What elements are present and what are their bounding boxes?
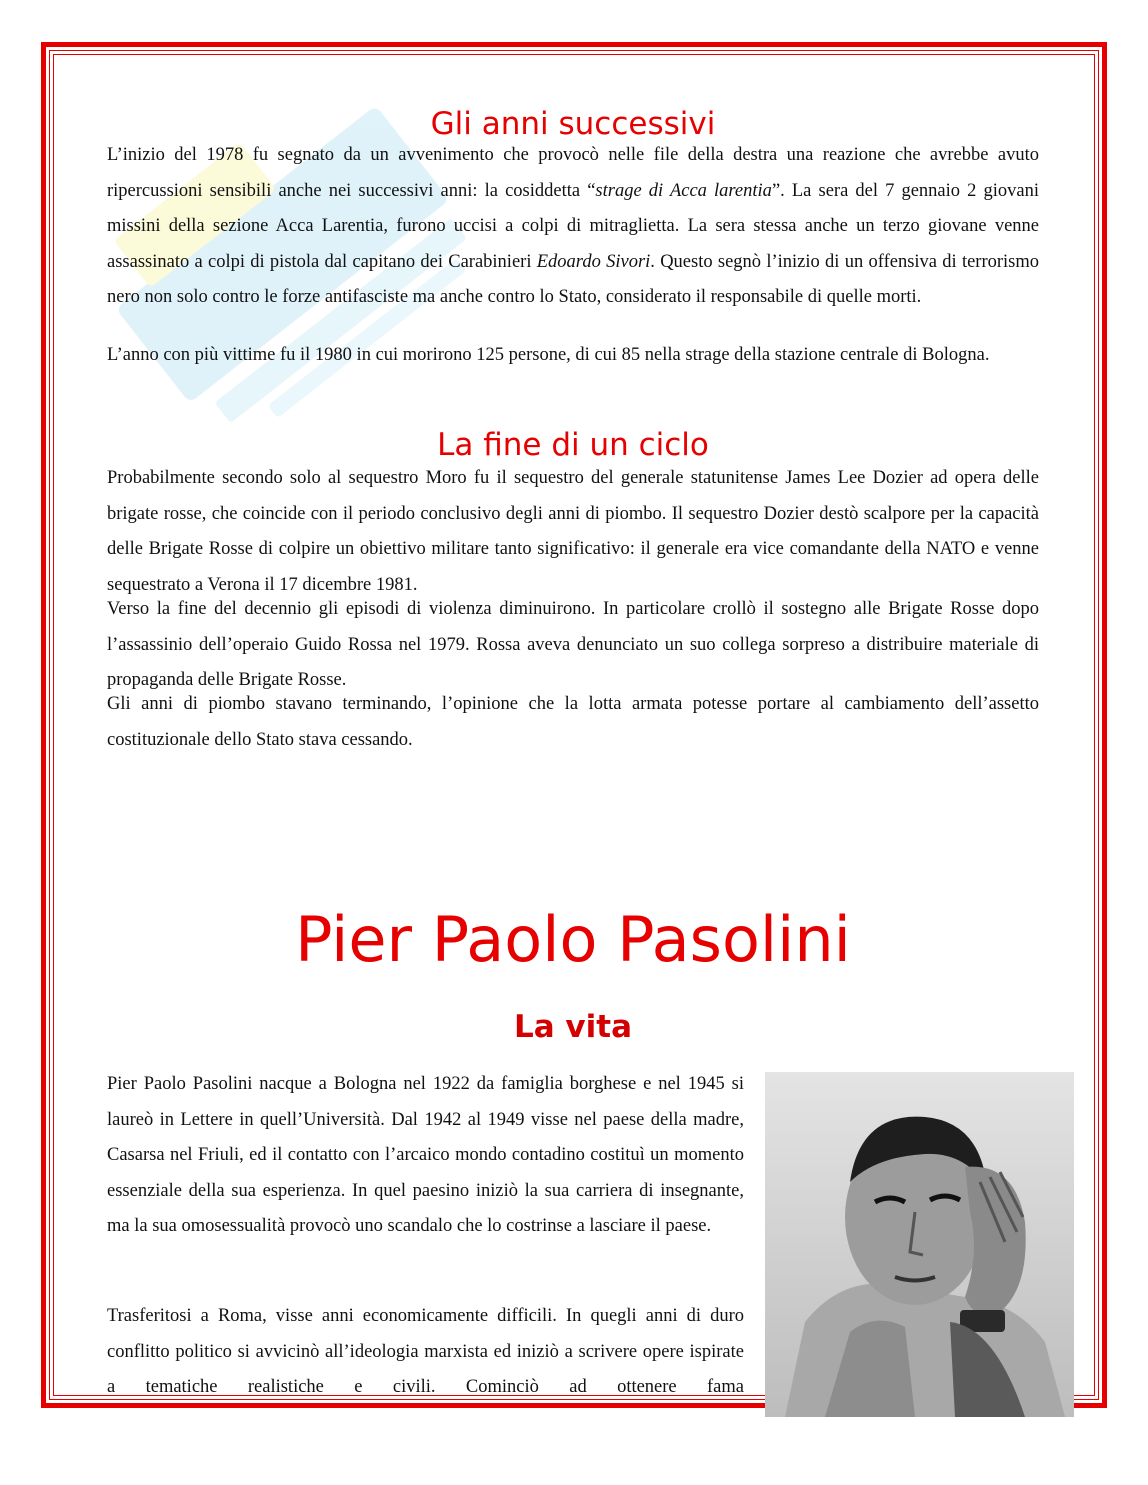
- paragraph-bologna-1980: L’anno con più vittime fu il 1980 in cui morirono 125 persone, di cui 85 nella strage della stazione centrale di Bologna.: [107, 345, 990, 365]
- text-segment: L’inizio del 1978 fu segnato da un avvenimento che provocò nelle file della destra una reazione che avrebbe avuto ripercussioni sensibili anche nei successivi anni: la cosiddetta “: [107, 145, 1039, 201]
- pasolini-portrait-photo: [765, 1072, 1074, 1417]
- paragraph-fine-anni-di-piombo: Gli anni di piombo stavano terminando, l’opinione che la lotta armata potesse portare al cambiamento dell’assetto costituzionale dello Stato stava cessando.: [107, 694, 1039, 750]
- section-heading-gli-anni-successivi: Gli anni successivi: [430, 106, 716, 142]
- paragraph-biografia-1: Pier Paolo Pasolini nacque a Bologna nel 1922 da famiglia borghese e nel 1945 si laureò in Lettere in quell’Università. Dal 1942 al 1949 visse nel paese della madre, Casarsa nel Friuli, ed il contatto con l’arcaico mondo contadino costituì un momento essenziale della sua esperienza. In quel paesino iniziò la sua carriera di insegnante, ma la sua omosessualità provocò uno scandalo che lo costrinse a lasciare il paese.: [107, 1074, 744, 1236]
- paragraph-sequestro-dozier: Probabilmente secondo solo al sequestro Moro fu il sequestro del generale statunitense James Lee Dozier ad opera delle brigate rosse, che coincide con il periodo conclusivo degli anni di piombo. Il sequestro Dozier destò scalpore per la capacità delle Brigate Rosse di colpire un obiettivo militare tanto significativo: il generale era vice comandante della NATO e venne sequestrato a Verona il 17 dicembre 1981.: [107, 468, 1039, 595]
- italic-text-segment: Edoardo Sivori: [536, 251, 651, 272]
- section-heading-la-fine-di-un-ciclo: La fine di un ciclo: [437, 427, 709, 463]
- text-segment: . Questo segnò l’inizio di un offensiva di terrorismo nero non solo contro le forze antifasciste ma anche contro lo Stato, considerato il responsabile di quelle morti.: [107, 251, 1040, 307]
- paragraph-guido-rossa: Verso la fine del decennio gli episodi di violenza diminuirono. In particolare crollò il sostegno alle Brigate Rosse dopo l’assassinio dell’operaio Guido Rossa nel 1979. Rossa aveva denunciato un suo collega sorpreso a distribuire materiale di propaganda delle Brigate Rosse.: [107, 599, 1039, 690]
- subheading-la-vita: La vita: [513, 1009, 633, 1045]
- paragraph-biografia-2: Trasferitosi a Roma, visse anni economicamente difficili. In quegli anni di duro conflitto politico si avvicinò all’ideologia marxista ed iniziò a scrivere opere ispirate a tematiche realistiche e civili. Cominciò ad ottenere fama: [107, 1306, 744, 1397]
- paragraph-acca-larentia: [107, 138, 1039, 316]
- text-segment: ”. La sera del 7 gennaio 2 giovani missini della sezione Acca Larentia, furono uccisi a colpi di mitraglietta. La sera stessa anche un terzo giovane venne assassinato a colpi di pistola dal capitano dei Carabinieri: [107, 180, 1039, 272]
- portrait-illustration: [765, 1072, 1074, 1417]
- page-title-pasolini: Pier Paolo Pasolini: [295, 903, 851, 976]
- italic-text-segment: strage di Acca larentia: [595, 180, 772, 201]
